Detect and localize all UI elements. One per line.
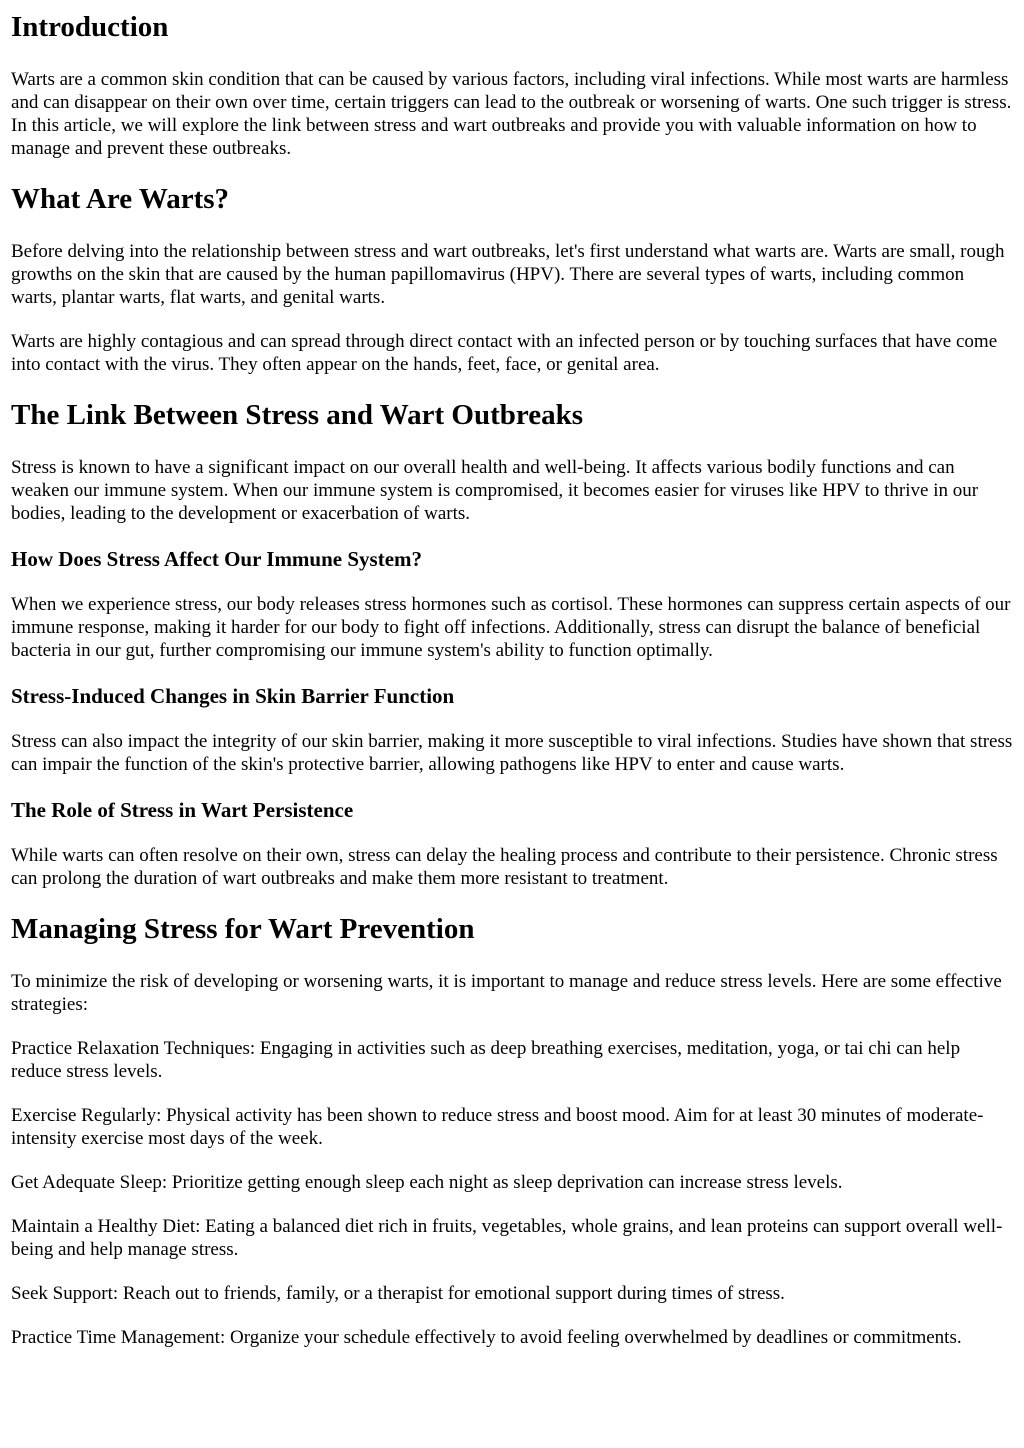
intro-paragraph: Warts are a common skin condition that can be caused by various factors, including viral infections. While most warts are harmless and can disappear on their own over time, certain triggers can lead to the outbreak or worsening of warts. One such trigger is stress. In this article, we will explore the link between stress and wart outbreaks and provide you with valuable information on how to manage and prevent these outbreaks. xyxy=(11,69,1012,159)
strategy-item: Seek Support: Reach out to friends, family, or a therapist for emotional support during times of stress. xyxy=(11,1283,785,1304)
strategy-item: Get Adequate Sleep: Prioritize getting enough sleep each night as sleep deprivation can increase stress levels. xyxy=(11,1172,843,1193)
section-heading-what-are-warts: What Are Warts? xyxy=(11,183,230,215)
warts-paragraph-2: Warts are highly contagious and can spread through direct contact with an infected person or by touching surfaces that have come into contact with the virus. They often appear on the hands, feet, face, or genital area. xyxy=(11,331,998,375)
link-paragraph: Stress is known to have a significant impact on our overall health and well-being. It affects various bodily functions and can weaken our immune system. When our immune system is compromised, it becomes easier for viruses like HPV to thrive in our bodies, leading to the development or exacerbation of warts. xyxy=(11,457,979,524)
immune-system-paragraph: When we experience stress, our body releases stress hormones such as cortisol. These hormones can suppress certain aspects of our immune response, making it harder for our body to fight off infections. Additionally, stress can disrupt the balance of beneficial bacteria in our gut, further compromising our immune system's ability to function optimally. xyxy=(11,594,1011,661)
strategy-item: Maintain a Healthy Diet: Eating a balanced diet rich in fruits, vegetables, whole grains, and lean proteins can support overall well-being and help manage stress. xyxy=(11,1216,1003,1260)
section-heading-stress-link: The Link Between Stress and Wart Outbreaks xyxy=(11,399,584,431)
section-heading-introduction: Introduction xyxy=(11,11,169,43)
skin-barrier-paragraph: Stress can also impact the integrity of our skin barrier, making it more susceptible to viral infections. Studies have shown that stress can impair the function of the skin's protective barrier, allowing pathogens like HPV to enter and cause warts. xyxy=(11,731,1013,775)
managing-intro-paragraph: To minimize the risk of developing or worsening warts, it is important to manage and reduce stress levels. Here are some effective strategies: xyxy=(11,971,1002,1015)
strategy-item: Practice Time Management: Organize your schedule effectively to avoid feeling overwhelmed by deadlines or commitments. xyxy=(11,1327,962,1348)
warts-paragraph-1: Before delving into the relationship between stress and wart outbreaks, let's first understand what warts are. Warts are small, rough growths on the skin that are caused by the human papillomavirus (HPV). There are several types of warts, including common warts, plantar warts, flat warts, and genital warts. xyxy=(11,241,1005,308)
wart-persistence-paragraph: While warts can often resolve on their own, stress can delay the healing process and contribute to their persistence. Chronic stress can prolong the duration of wart outbreaks and make them more resistant to treatment. xyxy=(11,845,998,889)
strategy-item: Practice Relaxation Techniques: Engaging in activities such as deep breathing exercises, meditation, yoga, or tai chi can help reduce stress levels. xyxy=(11,1038,961,1082)
subheading-immune-system: How Does Stress Affect Our Immune System? xyxy=(11,547,423,571)
section-heading-managing-stress: Managing Stress for Wart Prevention xyxy=(11,913,475,945)
subheading-wart-persistence: The Role of Stress in Wart Persistence xyxy=(11,798,354,822)
subheading-skin-barrier: Stress-Induced Changes in Skin Barrier Function xyxy=(11,684,455,708)
strategy-item: Exercise Regularly: Physical activity has been shown to reduce stress and boost mood. Aim for at least 30 minutes of moderate-intensity exercise most days of the week. xyxy=(11,1105,984,1149)
